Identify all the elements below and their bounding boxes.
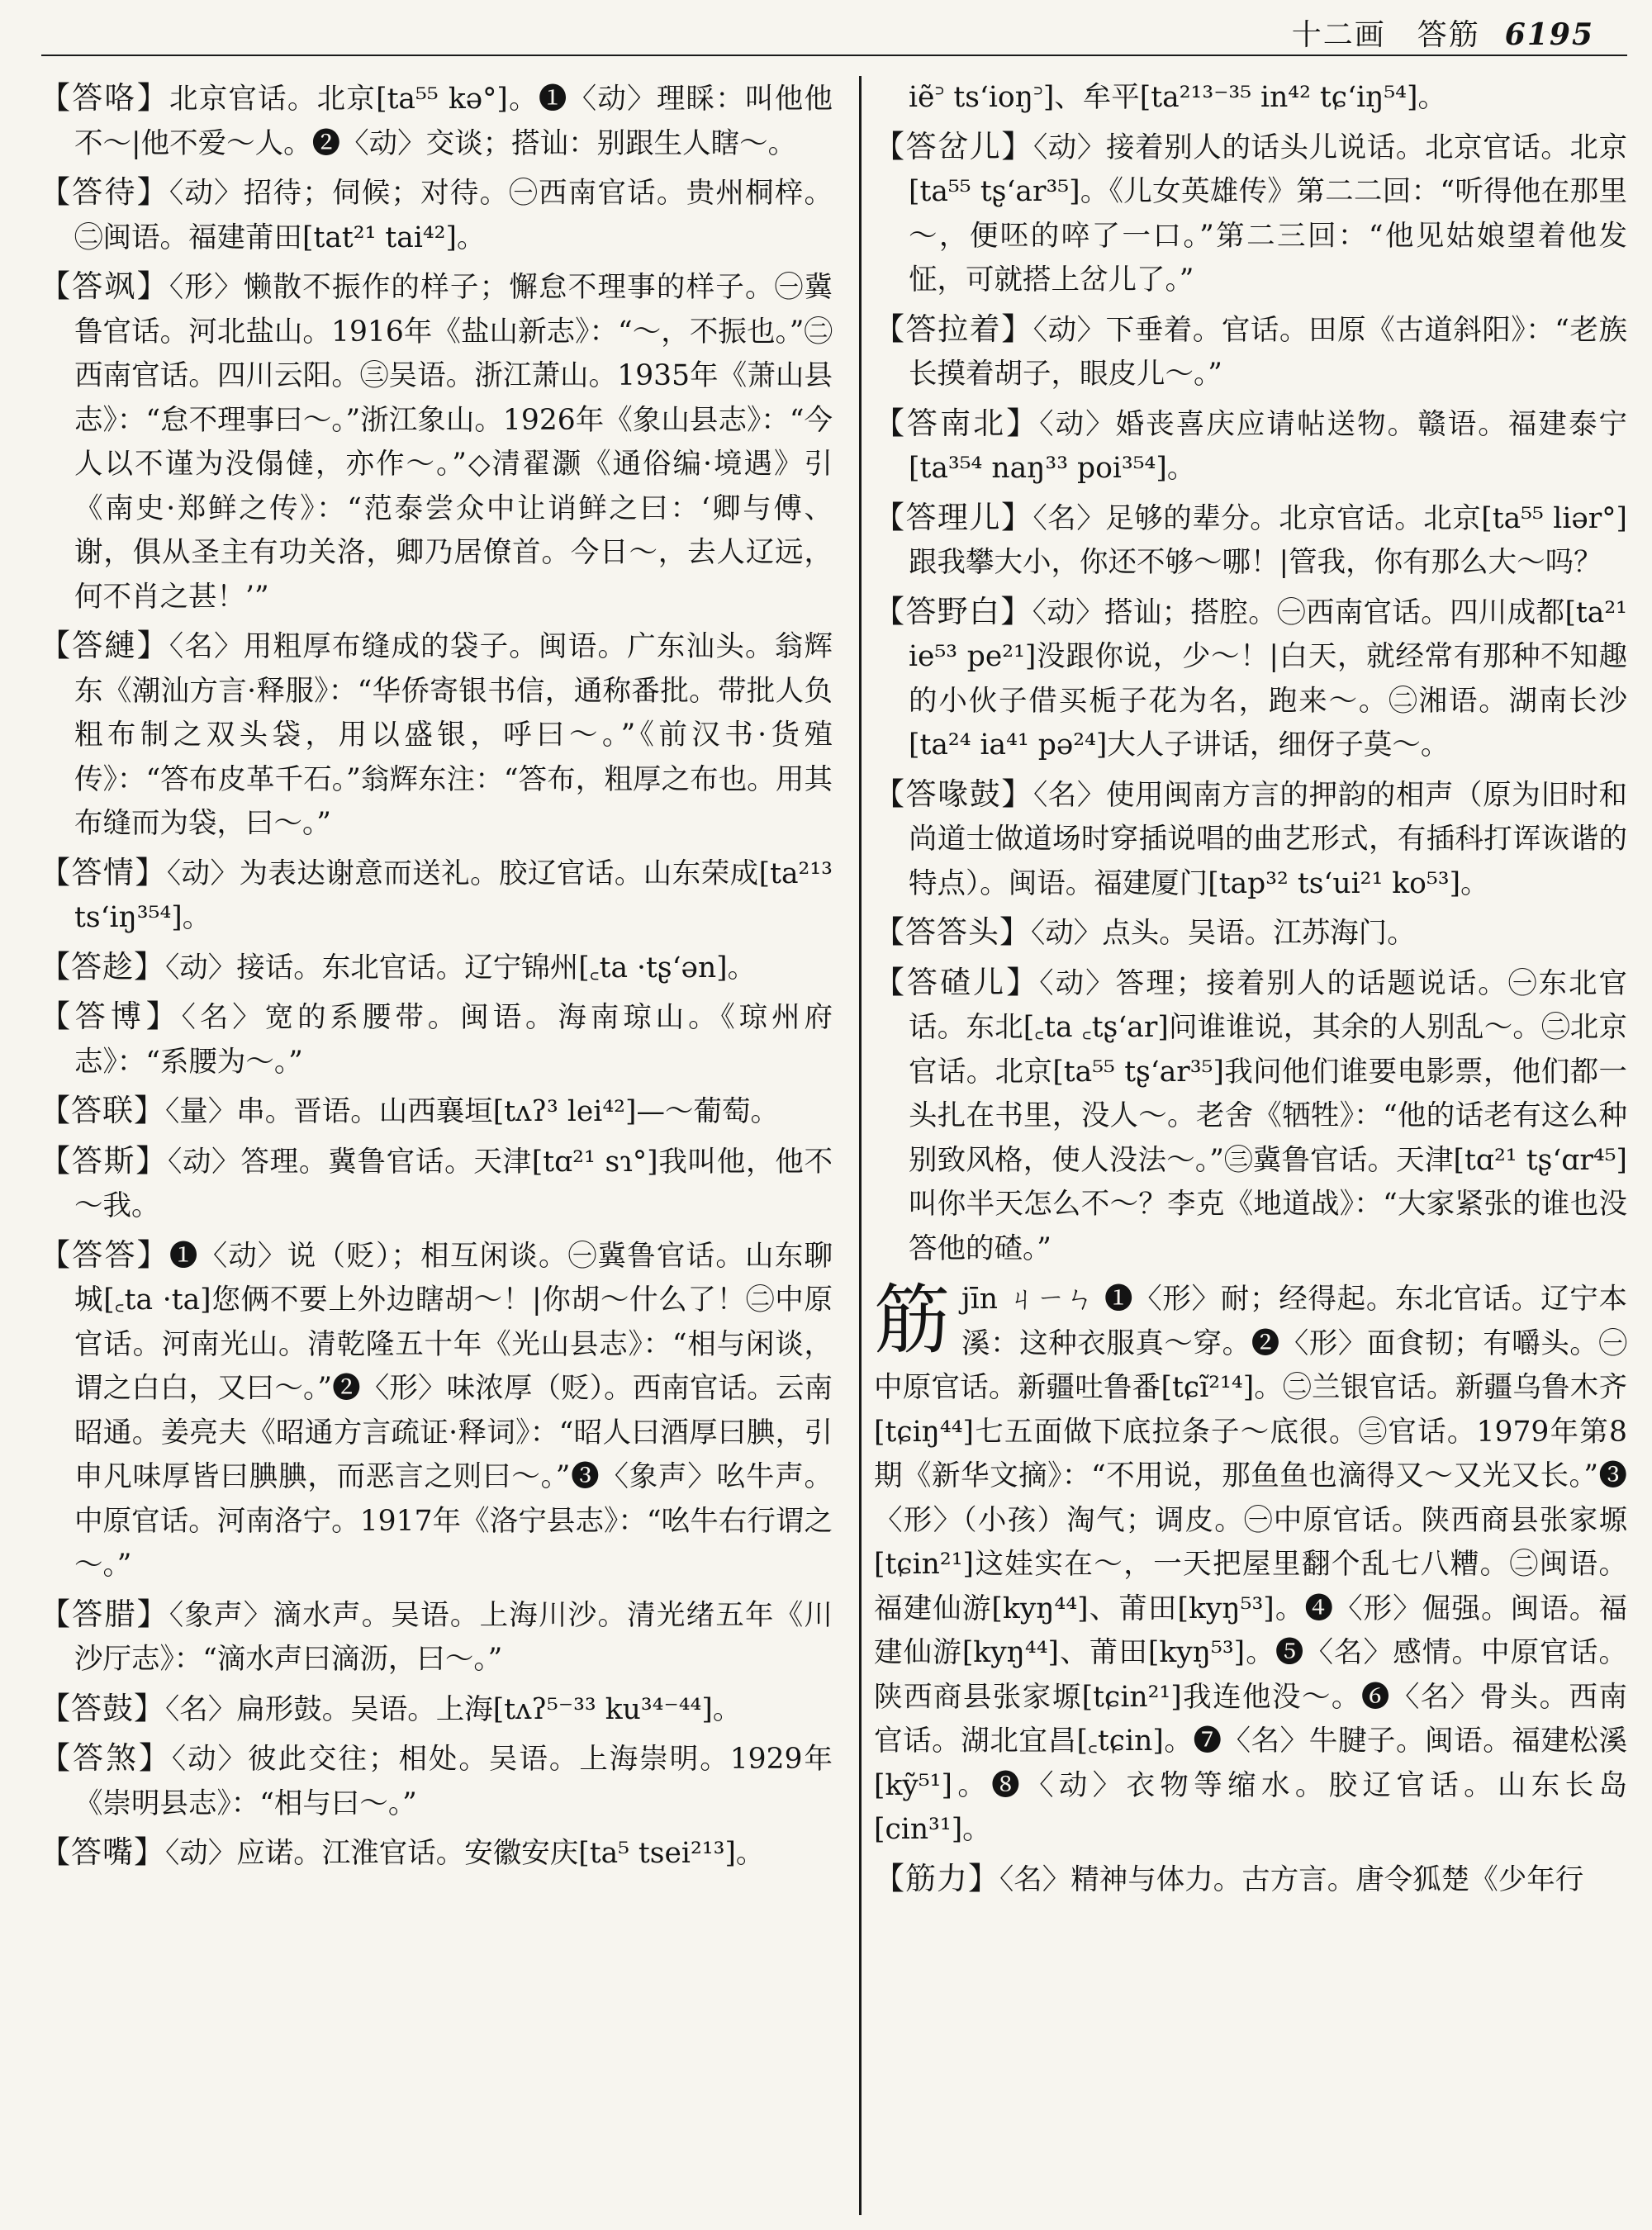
entry-headword: 【答嘴】 bbox=[40, 1834, 165, 1870]
entry-headword: 【答情】 bbox=[40, 854, 167, 890]
entry-definition: 〈动〉彼此交往；相处。吴语。上海崇明。1929年《崇明县志》：“相与曰～。” bbox=[74, 1743, 833, 1820]
entry-headword: 【答野白】 bbox=[874, 593, 1032, 629]
column-divider bbox=[859, 76, 862, 2215]
entry-definition: 〈名〉精神与体力。古方言。唐令狐楚《少年行 bbox=[999, 1862, 1584, 1896]
entry-headword: 【答博】 bbox=[40, 999, 182, 1034]
dictionary-entry bbox=[40, 76, 833, 166]
head-character-definition: ❶〈形〉耐；经得起。东北官话。辽宁本溪：这种衣服真～穿。❷〈形〉面食韧；有嚼头。㊀中原官话。新疆吐鲁番[tɕĩ²¹⁴]。㊁兰银官话。新疆乌鲁木齐[tɕiŋ⁴⁴]七五面做下底拉条子～底很。㊂官话。1979年第8期《新华文摘》：“不用说，那鱼鱼也滴得又～又光又长。”❸〈形〉（小孩）淘气；调皮。㊀中原官话。陕西商县张家塬[tɕin²¹]这娃实在～，一天把屋里翻个乱七八糟。㊁闽语。福建仙游[kyŋ⁴⁴]、莆田[kyŋ⁵³]。❹〈形〉倔强。闽语。福建仙游[kyŋ⁴⁴]、莆田[kyŋ⁵³]。❺〈名〉感情。中原官话。陕西商县张家塬[tɕin²¹]我连他没～。❻〈名〉骨头。西南官话。湖北宜昌[꜀tɕin]。❼〈名〉牛腱子。闽语。福建松溪[kỹ⁵¹]。❽〈动〉衣物等缩水。胶辽官话。山东长岛[cin³¹]。 bbox=[874, 1283, 1628, 1846]
entry-headword: 【答联】 bbox=[40, 1093, 165, 1128]
dictionary-entry bbox=[874, 961, 1627, 1272]
dictionary-entry bbox=[40, 1233, 833, 1588]
entry-definition: 〈象声〉滴水声。吴语。上海川沙。清光绪五年《川沙厅志》：“滴水声曰滴沥，曰～。” bbox=[74, 1598, 833, 1676]
entry-headword: 【答腊】 bbox=[40, 1596, 169, 1632]
head-character-entry bbox=[874, 1278, 1627, 1853]
entry-headword: 【答拉着】 bbox=[874, 311, 1033, 347]
entry-headword: 【筋力】 bbox=[874, 1860, 999, 1896]
entry-headword: 【答喙鼓】 bbox=[874, 776, 1033, 812]
entry-definition: 〈名〉宽的系腰带。闽语。海南琼山。《琼州府志》：“系腰为～。” bbox=[74, 1001, 833, 1079]
page-header bbox=[0, 0, 1652, 58]
dictionary-entry bbox=[40, 994, 833, 1084]
dictionary-entry bbox=[40, 624, 833, 847]
entry-headword: 【答待】 bbox=[40, 174, 169, 210]
running-head bbox=[1292, 12, 1594, 54]
entry-headword: 【答答】 bbox=[40, 1236, 169, 1273]
dictionary-entry bbox=[40, 1830, 833, 1877]
entry-headword: 【答理儿】 bbox=[874, 499, 1033, 535]
entry-definition: 〈动〉婚丧喜庆应请帖送物。赣语。福建泰宁[ta³⁵⁴ naŋ³³ poi³⁵⁴]。 bbox=[909, 407, 1628, 485]
dictionary-entry bbox=[874, 496, 1627, 586]
entry-definition: 〈动〉为表达谢意而送礼。胶辽官话。山东荣成[ta²¹³ ts‘iŋ³⁵⁴]。 bbox=[74, 856, 833, 934]
dictionary-entry bbox=[40, 1139, 833, 1229]
head-character: 筋 bbox=[874, 1276, 951, 1364]
dictionary-entry bbox=[874, 910, 1627, 956]
entry-headword: 【答南北】 bbox=[874, 405, 1040, 441]
entry-definition: 〈动〉应诺。江淮官话。安徽安庆[ta⁵ tsei²¹³]。 bbox=[165, 1837, 765, 1870]
entry-headword: 【答鼓】 bbox=[40, 1690, 165, 1726]
entry-definition: 〈形〉懒散不振作的样子；懈怠不理事的样子。㊀冀鲁官话。河北盐山。1916年《盐山新志》：“～，不振也。”㊁西南官话。四川云阳。㊂吴语。浙江萧山。1935年《萧山县志》：“怠不理事曰～。”浙江象山。1926年《象山县志》：“今人以不谨为没傝㒓，亦作～。”◇清翟灏《通俗编·境遇》引《南史·郑鲜之传》：“范泰尝众中让诮鲜之曰：‘卿与傅、谢，俱从圣主有功关洛，卿乃居僚首。今日～，去人辽远，何不肖之甚！’” bbox=[74, 271, 833, 614]
entry-definition: 〈动〉点头。吴语。江苏海门。 bbox=[1031, 917, 1416, 950]
entry-headword: 【答咯】 bbox=[40, 80, 169, 116]
entry-definition: 〈名〉使用闽南方言的押韵的相声（原为旧时和尚道士做道场时穿插说唱的曲艺形式，有插科打诨诙谐的特点）。闽语。福建厦门[tap³² ts‘ui²¹ ko⁵³]。 bbox=[909, 778, 1628, 900]
entry-headword: 【答答头】 bbox=[874, 914, 1031, 950]
dictionary-entry bbox=[40, 264, 833, 619]
dictionary-entry bbox=[874, 125, 1627, 303]
entry-definition: 〈动〉搭讪；搭腔。㊀西南官话。四川成都[ta²¹ ie⁵³ pe²¹]没跟你说，少～！|白天，就经常有那种不知趣的小伙子借买栀子花为名，跑来～。㊁湘语。湖南长沙[ta²⁴ ia⁴¹ pə²⁴]大人子讲话，细伢子莫～。 bbox=[909, 595, 1628, 762]
entry-headword: 【答縺】 bbox=[40, 628, 169, 663]
dictionary-entry bbox=[40, 170, 833, 260]
entry-definition: 〈动〉答理。冀鲁官话。天津[tɑ²¹ sɿ°]我叫他，他不～我。 bbox=[74, 1145, 833, 1222]
entry-headword: 【答趁】 bbox=[40, 948, 165, 985]
dictionary-entry bbox=[40, 1736, 833, 1826]
dictionary-entry bbox=[874, 307, 1627, 397]
left-column bbox=[40, 76, 833, 1881]
entry-headword: 【答煞】 bbox=[40, 1740, 172, 1776]
entry-definition: 〈名〉扁形鼓。吴语。上海[tʌʔ⁵⁻³³ ku³⁴⁻⁴⁴]。 bbox=[165, 1692, 742, 1726]
dictionary-entry bbox=[40, 1089, 833, 1135]
entry-headword: 【答飒】 bbox=[40, 268, 169, 304]
head-character-pronunciation: jīn ㄐㄧㄣ bbox=[961, 1283, 1095, 1316]
dictionary-entry bbox=[40, 851, 833, 941]
header-rule bbox=[41, 55, 1627, 56]
dictionary-entry bbox=[874, 401, 1627, 491]
entry-definition: 〈名〉足够的辈分。北京官话。北京[ta⁵⁵ liər°]跟我攀大小，你还不够～哪！|管我，你有那么大～吗？ bbox=[909, 501, 1627, 579]
entry-definition: 〈动〉答理；接着别人的话题说话。㊀东北官话。东北[꜀ta ꜀tʂ‘ar]问谁谁说，其余的人别乱～。㊁北京官话。北京[ta⁵⁵ tʂ‘ar³⁵]我问他们谁要电影票，他们都一头扎在书里，没人～。老舍《牺牲》：“他的话老有这么种别致风格，使人没法～。”㊂冀鲁官话。天津[tɑ²¹ tʂ‘ɑr⁴⁵]叫你半天怎么不～？李克《地道战》：“大家紧张的谁也没答他的碴。” bbox=[909, 966, 1628, 1265]
entry-definition: 〈动〉下垂着。官话。田原《古道斜阳》：“老族长摸着胡子，眼皮儿～。” bbox=[909, 313, 1627, 391]
dictionary-entry bbox=[40, 1687, 833, 1733]
entry-headword: 【答斯】 bbox=[40, 1142, 168, 1179]
dictionary-entry bbox=[874, 590, 1627, 768]
dictionary-entry bbox=[874, 1857, 1627, 1903]
entry-definition: 〈动〉招待；伺候；对待。㊀西南官话。贵州桐梓。㊁闽语。福建莆田[tat²¹ tai⁴²]。 bbox=[74, 177, 833, 254]
dictionary-entry bbox=[874, 772, 1627, 907]
entry-definition: ❶〈动〉说（贬）；相互闲谈。㊀冀鲁官话。山东聊城[꜀ta ·ta]您俩不要上外边瞎胡～！|你胡～什么了！㊁中原官话。河南光山。清乾隆五十年《光山县志》：“相与闲谈，谓之白白，又曰～。”❷〈形〉味浓厚（贬）。西南官话。云南昭通。姜亮夫《昭通方言疏证·释词》：“昭人曰酒厚曰腆，引申凡味厚皆曰腆腆，而恶言之则曰～。”❸〈象声〉吆牛声。中原官话。河南洛宁。1917年《洛宁县志》：“吆牛右行谓之～。” bbox=[74, 1239, 833, 1582]
entry-definition: 北京官话。北京[ta⁵⁵ kə°]。❶〈动〉理睬：叫他他不～|他不爱～人。❷〈动〉交谈；搭讪：别跟生人瞎～。 bbox=[74, 83, 833, 160]
entry-headword: 【答碴儿】 bbox=[874, 964, 1040, 1000]
dictionary-entry bbox=[40, 1592, 833, 1682]
header-title: 十二画 答筋 bbox=[1291, 18, 1480, 52]
right-column bbox=[874, 76, 1627, 1906]
entry-definition: 〈名〉用粗厚布缝成的袋子。闽语。广东汕头。翁辉东《潮汕方言·释服》：“华侨寄银书信，通称番批。带批人负粗布制之双头袋，用以盛银，呼曰～。”《前汉书·货殖传》：“答布皮革千石。”翁辉东注：“答布，粗厚之布也。用其布缝而为袋，曰～。” bbox=[74, 630, 833, 840]
entry-definition: 〈量〉串。晋语。山西襄垣[tʌʔ³ lei⁴²]—～葡萄。 bbox=[165, 1095, 779, 1128]
entry-continuation: iẽ꜄ ts‘ioŋ꜄]、牟平[ta²¹³⁻³⁵ in⁴² tɕ‘iŋ⁵⁴]。 bbox=[909, 81, 1446, 114]
entry-definition: 〈动〉接着别人的话头儿说话。北京官话。北京[ta⁵⁵ tʂ‘ar³⁵]。《儿女英雄传》第二二回：“听得他在那里～，便呸的啐了一口。”第二三回：“他见姑娘望着他发怔，可就搭上岔儿了。” bbox=[909, 130, 1628, 297]
entry-definition: 〈动〉接话。东北官话。辽宁锦州[꜀ta ·tʂ‘ən]。 bbox=[165, 951, 757, 985]
dictionary-entry bbox=[40, 945, 833, 991]
page-number: 6195 bbox=[1504, 17, 1594, 52]
entry-headword: 【答岔儿】 bbox=[874, 128, 1033, 164]
